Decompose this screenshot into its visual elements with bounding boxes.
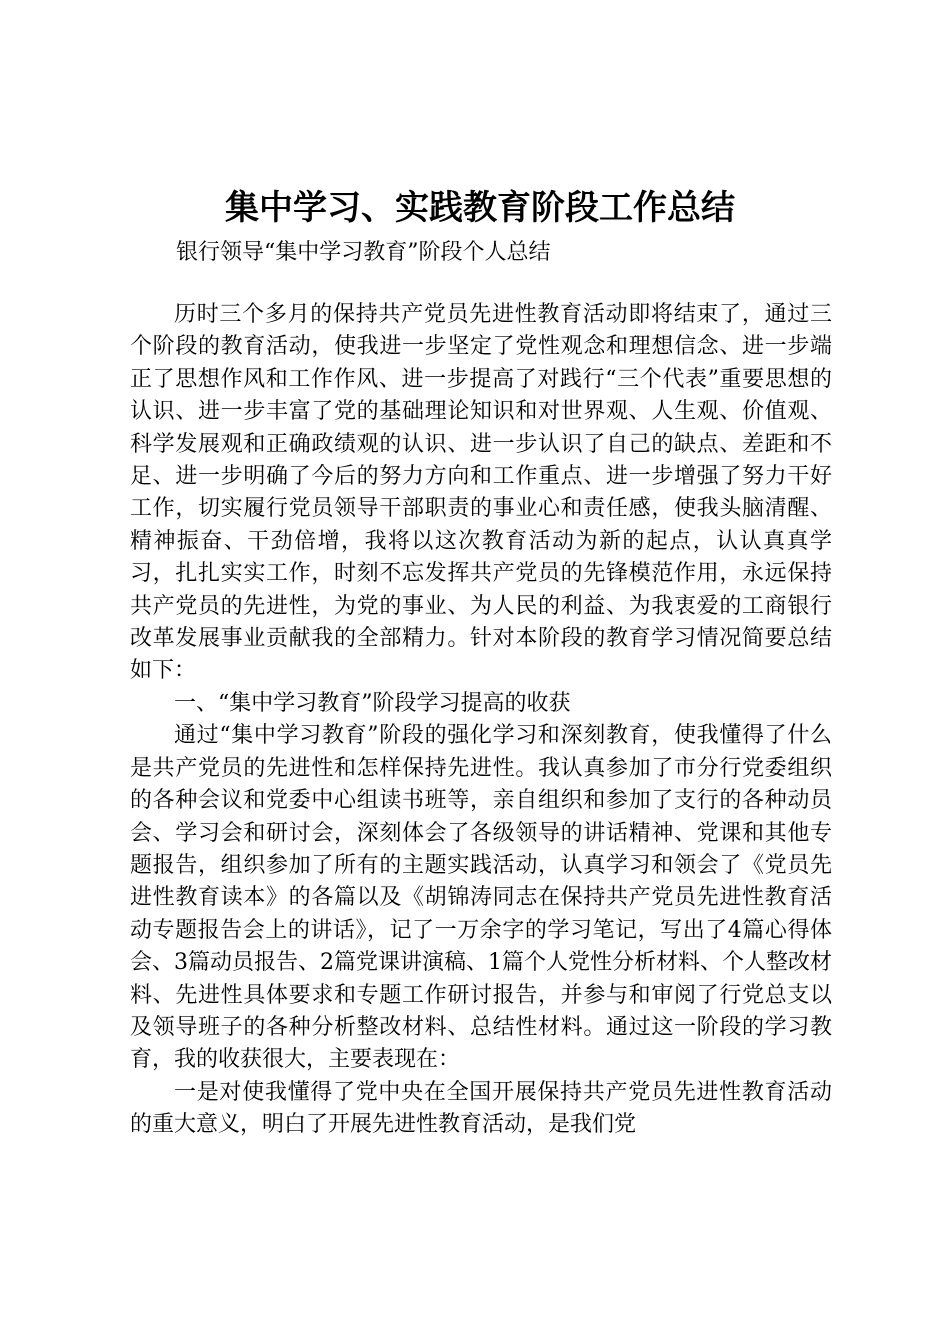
paragraph-point-1: 一是对使我懂得了党中央在全国开展保持共产党员先进性教育活动的重大意义，明白了开展先进性教育活动，是我们党 [130,1079,832,1138]
paragraph-intro: 历时三个多月的保持共产党员先进性教育活动即将结束了，通过三个阶段的教育活动，使我进一步坚定了党性观念和理想信念、进一步端正了思想作风和工作作风、进一步提高了对践行“三个代表”重要思想的认识、进一步丰富了党的基础理论知识和对世界观、人生观、价值观、科学发展观和正确政绩观的认识、进一步认识了自己的缺点、差距和不足、进一步明确了今后的努力方向和工作重点、进一步增强了努力干好工作，切实履行党员领导干部职责的事业心和责任感，使我头脑清醒、精神振奋、干劲倍增，我将以这次教育活动为新的起点，认认真真学习，扎扎实实工作，时刻不忘发挥共产党员的先锋模范作用，永远保持共产党员的先进性，为党的事业、为人民的利益、为我衷爱的工商银行改革发展事业贡献我的全部精力。针对本阶段的教育学习情况简要总结如下： [130,302,832,684]
section-heading-1: 一、“集中学习教育”阶段学习提高的收获 [174,690,571,716]
document-title: 集中学习、实践教育阶段工作总结 [225,188,735,228]
document-body [130,299,832,1142]
paragraph-section-1: 通过“集中学习教育”阶段的强化学习和深刻教育，使我懂得了什么是共产党员的先进性和怎样保持先进性。我认真参加了市分行党委组织的各种会议和党委中心组读书班等，亲自组织和参加了支行的各种动员会、学习会和研讨会，深刻体会了各级领导的讲话精神、党课和其他专题报告，组织参加了所有的主题实践活动，认真学习和领会了《党员先进性教育读本》的各篇以及《胡锦涛同志在保持共产党员先进性教育活动专题报告会上的讲话》，记了一万余字的学习笔记，写出了4篇心得体会、3篇动员报告、2篇党课讲演稿、1篇个人党性分析材料、个人整改材料、先进性具体要求和专题工作研讨报告，并参与和审阅了行党总支以及领导班子的各种分析整改材料、总结性材料。通过这一阶段的学习教育，我的收获很大，主要表现在： [130,723,832,1073]
document-subtitle: 银行领导“集中学习教育”阶段个人总结 [176,240,551,265]
